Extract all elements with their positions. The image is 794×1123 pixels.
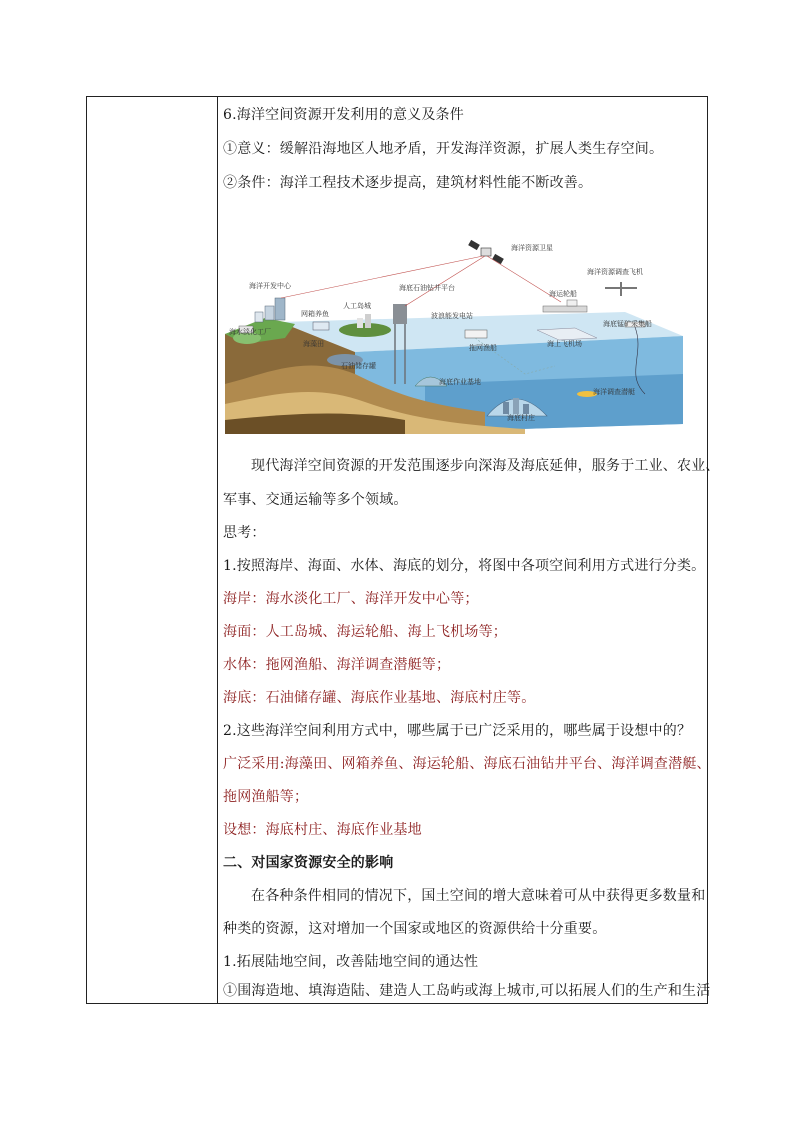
section6-title: 6.海洋空间资源开发利用的意义及条件 <box>223 107 464 123</box>
answer-surface: 海面：人工岛城、海运轮船、海上飞机场等； <box>223 624 507 640</box>
answer-water: 水体：拖网渔船、海洋调查潜艇等； <box>223 657 451 673</box>
section2-sub1: 1.拓展陆地空间，改善陆地空间的通达性 <box>223 954 479 970</box>
label-satellite: 海洋资源卫星 <box>511 244 553 252</box>
ocean-diagram-svg <box>225 234 683 434</box>
answer-widely-used-1: 广泛采用:海藻田、网箱养鱼、海运轮船、海底石油钻井平台、海洋调查潜艇、 <box>223 756 711 772</box>
content-table <box>86 96 720 1004</box>
intro-line-2: 军事、交通运输等多个领域。 <box>223 492 408 508</box>
label-rig: 海底石油钻井平台 <box>399 284 455 292</box>
label-sub: 海洋调查潜艇 <box>593 388 635 396</box>
answer-coast: 海岸：海水淡化工厂、海洋开发中心等； <box>223 591 479 607</box>
label-center: 海洋开发中心 <box>249 282 291 290</box>
ocean-space-diagram <box>225 234 683 434</box>
label-trawler: 拖网渔船 <box>469 344 497 352</box>
answer-seabed: 海底：石油储存罐、海底作业基地、海底村庄等。 <box>223 690 536 706</box>
section2-item1: ①围海造地、填海造陆、建造人工岛屿或海上城市,可以拓展人们的生产和生活 <box>223 983 711 999</box>
label-ship: 海运轮船 <box>549 290 577 298</box>
label-kelp: 海藻田 <box>303 340 324 348</box>
label-wave: 波浪能发电站 <box>431 312 473 320</box>
table-left-column <box>87 97 218 1003</box>
think-heading: 思考： <box>223 525 266 541</box>
section6-meaning: ①意义：缓解沿海地区人地矛盾，开发海洋资源，扩展人类生存空间。 <box>223 141 664 157</box>
section6-conditions: ②条件：海洋工程技术逐步提高，建筑材料性能不断改善。 <box>223 175 593 191</box>
label-collector: 海底锰矿采集船 <box>603 320 652 328</box>
label-desal: 海水淡化工厂 <box>229 328 271 336</box>
table-right-column <box>218 97 720 1003</box>
section2-heading: 二、对国家资源安全的影响 <box>223 855 394 871</box>
label-base: 海底作业基地 <box>439 378 481 386</box>
label-cage: 网箱养鱼 <box>301 310 329 318</box>
label-plane: 海洋资源调查飞机 <box>587 268 643 276</box>
section2-para-1: 在各种条件相同的情况下，国土空间的增大意味着可从中获得更多数量和 <box>251 888 706 904</box>
label-airport: 海上飞机场 <box>547 340 582 348</box>
section2-para-2: 种类的资源，这对增加一个国家或地区的资源供给十分重要。 <box>223 921 607 937</box>
label-island: 人工岛城 <box>343 302 371 310</box>
intro-line-1: 现代海洋空间资源的开发范围逐步向深海及海底延伸，服务于工业、农业、 <box>251 458 720 474</box>
label-village: 海底村庄 <box>507 414 535 422</box>
question-1: 1.按照海岸、海面、水体、海底的划分，将图中各项空间利用方式进行分类。 <box>223 558 706 574</box>
label-tank: 石油储存罐 <box>341 362 376 370</box>
answer-conceived: 设想：海底村庄、海底作业基地 <box>223 822 422 838</box>
answer-widely-used-2: 拖网渔船等； <box>223 789 309 805</box>
question-2: 2.这些海洋空间利用方式中，哪些属于已广泛采用的，哪些属于设想中的？ <box>223 723 692 739</box>
